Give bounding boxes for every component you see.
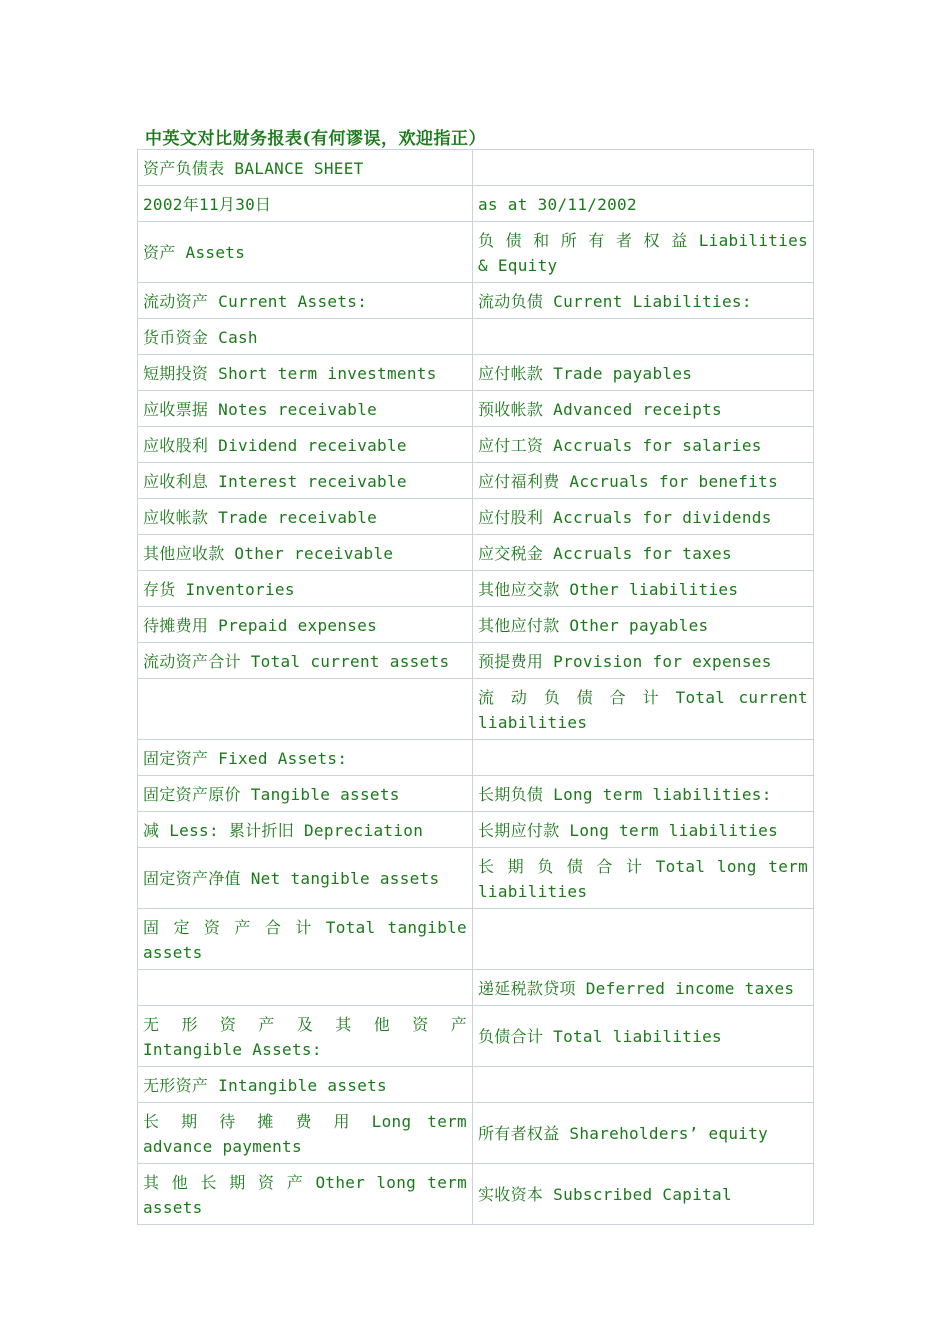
table-row	[138, 1164, 814, 1225]
table-cell-left: 应收股利 Dividend receivable	[138, 427, 473, 463]
table-row	[138, 679, 814, 740]
table-row	[138, 607, 814, 643]
table-cell-right	[473, 740, 814, 776]
table-cell-left: 待摊费用 Prepaid expenses	[138, 607, 473, 643]
table-row	[138, 848, 814, 909]
table-cell-right: 递延税款贷项 Deferred income taxes	[473, 970, 814, 1006]
table-cell-right: as at 30/11/2002	[473, 186, 814, 222]
table-row	[138, 391, 814, 427]
table-row	[138, 909, 814, 970]
table-cell-right: 负 债 和 所 有 者 权 益 Liabilities & Equity	[473, 222, 814, 283]
table-cell-left	[138, 679, 473, 740]
table-cell-right	[473, 319, 814, 355]
table-cell-right: 应付股利 Accruals for dividends	[473, 499, 814, 535]
table-row	[138, 1103, 814, 1164]
table-row	[138, 535, 814, 571]
table-cell-right	[473, 150, 814, 186]
table-cell-left: 流动资产 Current Assets:	[138, 283, 473, 319]
table-cell-right: 其他应交款 Other liabilities	[473, 571, 814, 607]
table-cell-left: 长 期 待 摊 费 用 Long term advance payments	[138, 1103, 473, 1164]
table-row	[138, 643, 814, 679]
table-cell-right: 负债合计 Total liabilities	[473, 1006, 814, 1067]
table-cell-left: 固定资产 Fixed Assets:	[138, 740, 473, 776]
table-cell-right: 应付帐款 Trade payables	[473, 355, 814, 391]
table-cell-right: 长 期 负 债 合 计 Total long term liabilities	[473, 848, 814, 909]
table-cell-right: 预提费用 Provision for expenses	[473, 643, 814, 679]
table-cell-right: 实收资本 Subscribed Capital	[473, 1164, 814, 1225]
table-cell-left: 2002年11月30日	[138, 186, 473, 222]
table-row	[138, 1006, 814, 1067]
table-cell-left: 资产 Assets	[138, 222, 473, 283]
table-cell-right: 流 动 负 债 合 计 Total current liabilities	[473, 679, 814, 740]
table-cell-left: 减 Less: 累计折旧 Depreciation	[138, 812, 473, 848]
table-row	[138, 283, 814, 319]
table-cell-right: 长期负债 Long term liabilities:	[473, 776, 814, 812]
table-row	[138, 463, 814, 499]
table-row	[138, 319, 814, 355]
table-row	[138, 150, 814, 186]
table-cell-left: 货币资金 Cash	[138, 319, 473, 355]
table-row	[138, 571, 814, 607]
table-row	[138, 355, 814, 391]
table-row	[138, 222, 814, 283]
table-cell-left: 固 定 资 产 合 计 Total tangible assets	[138, 909, 473, 970]
table-cell-right: 其他应付款 Other payables	[473, 607, 814, 643]
table-row	[138, 812, 814, 848]
table-row	[138, 499, 814, 535]
table-cell-right: 应交税金 Accruals for taxes	[473, 535, 814, 571]
table-cell-right: 所有者权益 Shareholders’ equity	[473, 1103, 814, 1164]
table-row	[138, 1067, 814, 1103]
table-cell-left: 应收利息 Interest receivable	[138, 463, 473, 499]
table-cell-right: 流动负债 Current Liabilities:	[473, 283, 814, 319]
table-cell-left: 存货 Inventories	[138, 571, 473, 607]
table-cell-left: 流动资产合计 Total current assets	[138, 643, 473, 679]
table-cell-left: 其他应收款 Other receivable	[138, 535, 473, 571]
table-cell-left: 固定资产净值 Net tangible assets	[138, 848, 473, 909]
table-cell-left: 短期投资 Short term investments	[138, 355, 473, 391]
table-cell-left: 应收票据 Notes receivable	[138, 391, 473, 427]
table-cell-right	[473, 1067, 814, 1103]
table-cell-right	[473, 909, 814, 970]
table-row	[138, 776, 814, 812]
table-row	[138, 427, 814, 463]
table-cell-right: 应付工资 Accruals for salaries	[473, 427, 814, 463]
table-row	[138, 186, 814, 222]
table-cell-left: 应收帐款 Trade receivable	[138, 499, 473, 535]
table-cell-left: 其 他 长 期 资 产 Other long term assets	[138, 1164, 473, 1225]
table-cell-left: 无形资产 Intangible assets	[138, 1067, 473, 1103]
balance-sheet-table	[137, 149, 814, 1225]
table-cell-left: 资产负债表 BALANCE SHEET	[138, 150, 473, 186]
table-cell-right: 预收帐款 Advanced receipts	[473, 391, 814, 427]
table-row	[138, 970, 814, 1006]
table-row	[138, 740, 814, 776]
page-title: 中英文对比财务报表(有何谬误，欢迎指正）	[145, 129, 487, 149]
table-cell-right: 长期应付款 Long term liabilities	[473, 812, 814, 848]
table-cell-left	[138, 970, 473, 1006]
table-cell-left: 无 形 资 产 及 其 他 资 产 Intangible Assets:	[138, 1006, 473, 1067]
table-cell-left: 固定资产原价 Tangible assets	[138, 776, 473, 812]
table-cell-right: 应付福利费 Accruals for benefits	[473, 463, 814, 499]
